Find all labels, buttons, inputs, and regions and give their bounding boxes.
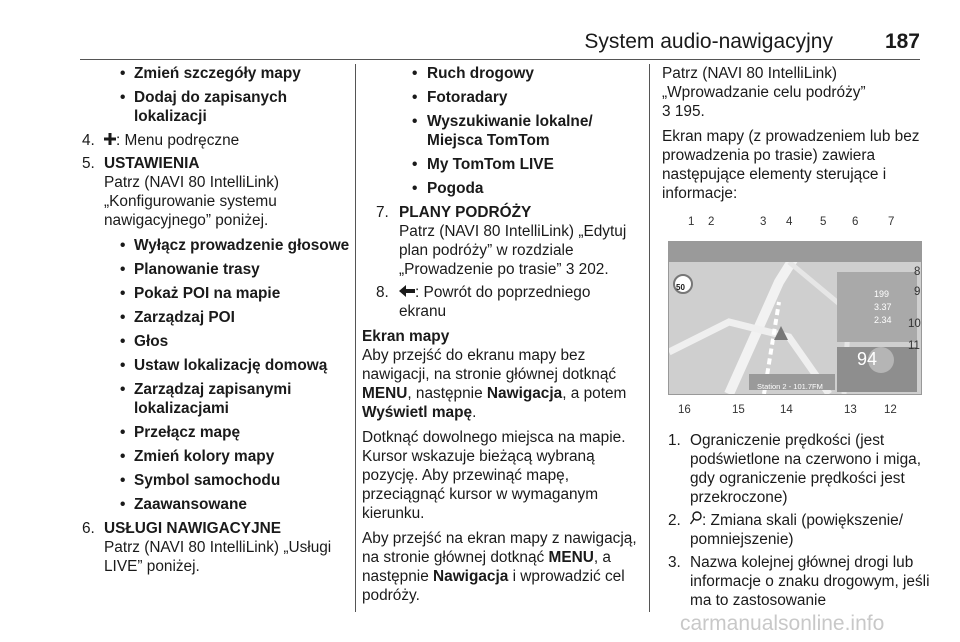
distance-3: 2.34: [874, 315, 892, 325]
plus-icon: [104, 131, 116, 150]
callout-1: 1: [688, 216, 695, 228]
callout-9: 9: [914, 286, 921, 298]
item-title: PLANY PODRÓŻY: [399, 204, 532, 221]
column-1: [82, 64, 352, 580]
item-title: USTAWIENIA: [104, 155, 200, 172]
list-item-7: [362, 203, 640, 279]
bold-term: Wyświetl mapę: [362, 404, 473, 421]
item-text: Ograniczenie prędkości (jest podświetlone na czerwono i miga, gdy ograniczenie prędkości jest przekroczone): [690, 432, 921, 506]
paragraph: Dotknąć dowolnego miejsca na mapie. Kursor wskazuje bieżącą wybraną pozycję. Aby przewinąć mapę, przeciągnąć kursor w wymaganym kierunku.: [362, 429, 626, 522]
map-screen-figure: [662, 211, 927, 419]
callout-7: 7: [888, 216, 895, 228]
bullet-item: • Pokaż POI na mapie: [82, 284, 352, 303]
item-description: Patrz (NAVI 80 IntelliLink) „Konfigurowanie systemu nawigacyjnego” poniżej.: [104, 174, 280, 229]
bullet-item: • Zarządzaj zapisanymi lokalizacjami: [82, 380, 352, 418]
text: , następnie: [407, 385, 483, 402]
page-ref: 202.: [578, 261, 609, 278]
list-item-4: [82, 131, 352, 150]
item-text: Nazwa kolejnej głównej drogi lub informacje o znaku drogowym, jeśli ma to zastosowanie: [690, 554, 930, 609]
callout-15: 15: [732, 404, 745, 416]
bullet-item: • Ruch drogowy: [362, 64, 640, 83]
item-number: 3.: [668, 554, 681, 571]
callout-3: 3: [760, 216, 767, 228]
item-number: 1.: [668, 432, 681, 449]
text: Aby przejść na ekran mapy z nawigacją, na stronie głównej dotknąć: [362, 530, 637, 566]
bullet-item: • Symbol samochodu: [82, 471, 352, 490]
item-number: 5.: [82, 155, 95, 172]
list-item-1: [662, 431, 934, 507]
text: .: [472, 404, 477, 421]
callout-16: 16: [678, 404, 691, 416]
bullet-item: • Zmień kolory mapy: [82, 447, 352, 466]
page-ref: 195.: [674, 103, 705, 120]
bold-term: MENU: [548, 549, 594, 566]
callout-2: 2: [708, 216, 715, 228]
watermark: carmanualsonline.info: [680, 612, 885, 635]
page-ref-icon: 3: [565, 261, 575, 278]
bullet-item: • Dodaj do zapisanych lokalizacji: [82, 88, 352, 126]
callout-10: 10: [908, 318, 921, 330]
column-divider-2: [649, 64, 650, 612]
bullet-item: • Planowanie trasy: [82, 260, 352, 279]
bullet-item: • Wyłącz prowadzenie głosowe: [82, 236, 352, 255]
bullet-item: • My TomTom LIVE: [362, 155, 640, 174]
description-text: Patrz (NAVI 80 IntelliLink) „Edytuj plan podróży” w rozdziale „Prowadzenie po trasie”: [399, 223, 627, 278]
bullet-item: • Fotoradary: [362, 88, 640, 107]
text: , a potem: [562, 385, 627, 402]
item-description: [399, 222, 640, 279]
text: i wprowadzić cel podróży.: [362, 568, 625, 604]
paragraph: [362, 529, 640, 605]
header-title: System audio-nawigacyjny: [584, 30, 833, 53]
bullet-item: • Pogoda: [362, 179, 640, 198]
bullet-item: • Głos: [82, 332, 352, 351]
bullet-item: • Zarządzaj POI: [82, 308, 352, 327]
paragraph: [662, 64, 934, 121]
item-number: 6.: [82, 520, 95, 537]
bullet-item: • Przełącz mapę: [82, 423, 352, 442]
bold-term: Nawigacja: [433, 568, 509, 585]
paragraph: [362, 346, 640, 422]
page-ref-icon: 3: [662, 103, 671, 120]
item-number: 2.: [668, 512, 681, 529]
paragraph: Ekran mapy (z prowadzeniem lub bez prowadzenia po trasie) zawiera następujące elementy sterujące i informacje:: [662, 128, 920, 202]
section-title: Ekran mapy: [362, 328, 450, 345]
item-number: 4.: [82, 132, 95, 149]
item-number: 8.: [376, 284, 389, 301]
item-title: USŁUGI NAWIGACYJNE: [104, 520, 282, 537]
bullet-item: • Ustaw lokalizację domową: [82, 356, 352, 375]
column-divider-1: [355, 64, 356, 612]
callout-13: 13: [844, 404, 857, 416]
text: Patrz (NAVI 80 IntelliLink) „Wprowadzanie celu podróży”: [662, 65, 866, 101]
text: , a następnie: [362, 549, 611, 585]
back-arrow-icon: [399, 283, 415, 302]
bold-term: MENU: [362, 385, 408, 402]
speed-readout: 94: [857, 349, 878, 369]
list-item-5: [82, 154, 352, 230]
list-item-2: [662, 511, 934, 549]
distance-2: 3.37: [874, 302, 892, 312]
list-item-6: [82, 519, 352, 576]
item-number: 7.: [376, 204, 389, 221]
callout-5: 5: [820, 216, 827, 228]
item-text: : Zmiana skali (powiększenie/ pomniejszenie): [690, 512, 904, 548]
zoom-magnifier-icon: [690, 511, 702, 530]
callout-12: 12: [884, 404, 897, 416]
callout-4: 4: [786, 216, 793, 228]
item-description: Patrz (NAVI 80 IntelliLink) „Usługi LIVE” poniżej.: [104, 539, 332, 575]
callout-14: 14: [780, 404, 793, 416]
figure-callouts: [662, 211, 927, 419]
street-name: Station 2 - 101.7FM: [757, 382, 823, 391]
bullet-item: • Zaawansowane: [82, 495, 352, 514]
bold-term: Nawigacja: [486, 385, 563, 402]
header-rule: [80, 59, 920, 60]
bullet-item: • Wyszukiwanie lokalne/ Miejsca TomTom: [362, 112, 640, 150]
list-item-3: [662, 553, 934, 610]
callout-6: 6: [852, 216, 859, 228]
item-text: : Menu podręczne: [116, 132, 240, 149]
page-number: 187: [884, 30, 920, 53]
distance-1: 199: [874, 289, 890, 299]
text: Aby przejść do ekranu mapy bez nawigacji, na stronie głównej dotknąć: [362, 347, 617, 383]
column-3: [662, 64, 934, 614]
bullet-item: • Zmień szczegóły mapy: [82, 64, 352, 83]
speed-limit-value: 50: [676, 283, 685, 292]
list-item-8: [362, 283, 640, 321]
item-text: : Powrót do poprzedniego ekranu: [399, 284, 591, 320]
column-2: [362, 64, 640, 611]
callout-8: 8: [914, 266, 921, 278]
callout-11: 11: [908, 340, 920, 352]
